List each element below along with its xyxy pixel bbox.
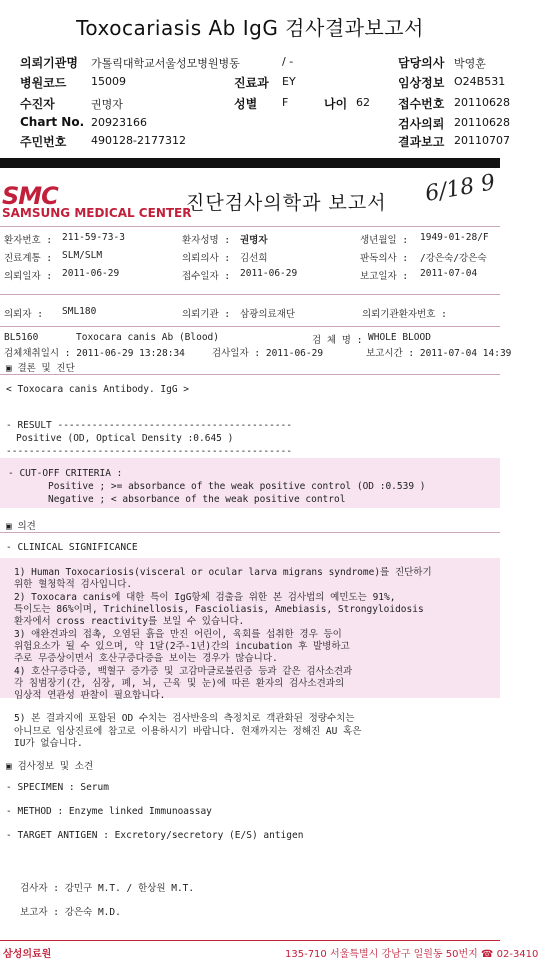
- label-clinical-info: 임상정보: [398, 76, 445, 90]
- clinical-line: 3) 애완견과의 접촉, 오염된 흙을 만진 어린이, 육회를 섭취한 경우 등이: [14, 629, 342, 640]
- value-department: EY: [282, 75, 296, 88]
- label-requesting-institution: 의뢰기관명: [20, 56, 78, 70]
- val-birthdate: 1949-01-28/F: [420, 232, 489, 243]
- result-value: Positive (OD, Optical Density :0.645 ): [16, 433, 234, 444]
- key-ref-institution: 의뢰기관 :: [182, 309, 231, 320]
- report-title: 진단검사의학과 보고서: [186, 192, 387, 214]
- cutoff-negative: Negative ; < absorbance of the weak positive control: [48, 494, 346, 505]
- label-resident-no: 주민번호: [20, 135, 67, 149]
- report-footer: [0, 940, 538, 963]
- key-care-line: 진료계통 :: [4, 253, 53, 264]
- specimen-label: 검 체 명 :: [312, 335, 363, 346]
- clinical-line: 4) 호산구증다증, 백혈구 증가증 및 고감마글로불린증 등과 같은 검사소견과: [14, 666, 353, 677]
- test-date: 검사일자 : 2011-06-29: [212, 348, 324, 359]
- clinical-line: 위한 혈청학적 검사입니다.: [14, 579, 133, 590]
- val-patient-name: 권명자: [240, 235, 268, 246]
- key-receipt-date: 접수일자 :: [182, 271, 231, 282]
- val-care-line: SLM/SLM: [62, 250, 103, 261]
- cutoff-positive: Positive ; >= absorbance of the weak positive control (OD :0.539 ): [48, 481, 426, 492]
- label-hospital-code: 병원코드: [20, 76, 67, 90]
- divider: [0, 294, 500, 295]
- section-divider: [0, 158, 500, 168]
- key-reading-doctor: 판독의사 :: [360, 253, 409, 264]
- val-request-date: 2011-06-29: [62, 268, 120, 279]
- key-patient-name: 환자성명 :: [182, 235, 231, 246]
- val-receipt-date: 2011-06-29: [240, 268, 298, 279]
- value-resident-no: 490128-2177312: [91, 134, 186, 147]
- center-name: SAMSUNG MEDICAL CENTER: [2, 206, 192, 220]
- report-header-section: [0, 0, 510, 158]
- clinical-line: 주로 무증상이면서 호산구증다증을 보이는 경우가 많습니다.: [14, 653, 278, 664]
- label-patient: 수진자: [20, 97, 55, 111]
- clinical-line: 임상적 연관성 판찰이 필요합니다.: [14, 690, 166, 701]
- divider: [0, 226, 500, 227]
- clinical-line: 5) 본 결과지에 포함된 OD 수치는 검사반응의 측정치로 객관화된 정량수치는: [14, 713, 355, 724]
- collect-datetime: 검체채취일시 : 2011-06-29 13:28:34: [4, 348, 185, 359]
- value-ward: / -: [282, 55, 294, 68]
- divider: [0, 532, 500, 533]
- clinical-line: IU가 없습니다.: [14, 738, 83, 749]
- val-requesting-doctor: 김선희: [240, 253, 268, 264]
- report-time: 보고시간 : 2011-07-04 14:39: [366, 348, 512, 359]
- antigen-info: - TARGET ANTIGEN : Excretory/secretory (E/S) antigen: [6, 830, 304, 841]
- section-conclusion: ▣ 결론 및 진단: [6, 363, 75, 374]
- value-age: 62: [356, 96, 370, 109]
- clinical-line: 특이도는 86%이며, Trichinellosis, Fascioliasis, Amebiasis, Strongyloidosis: [14, 604, 424, 615]
- divider: [0, 326, 500, 327]
- result-rule: --------------------------------------------------: [6, 446, 292, 457]
- footer-address: 135-710 서울특별시 강남구 일원동 50번지 ☎ 02-3410: [285, 949, 538, 960]
- clinical-line: 위험요소가 될 수 있으며, 약 1달(2주-1년)간의 incubation 후 발병하고: [14, 641, 350, 652]
- tester-line: 검사자 : 강민구 M.T. / 한상원 M.T.: [20, 883, 195, 894]
- smc-logo: SMC: [2, 182, 58, 210]
- label-result-report: 결과보고: [398, 135, 445, 149]
- section-opinion: ▣ 의견: [6, 521, 36, 532]
- label-age: 나이: [324, 97, 348, 111]
- key-ref-patient-no: 의뢰기관환자번호 :: [362, 309, 447, 320]
- val-ref-institution: 삼광의료재단: [240, 309, 296, 320]
- clinical-line: 각 침범장기(간, 심장, 폐, 뇌, 근육 및 눈)에 따른 환자의 검사소견과의: [14, 678, 345, 689]
- value-clinical-info: O24B531: [454, 75, 506, 88]
- label-department: 진료과: [234, 76, 269, 90]
- value-doctor: 박영훈: [454, 57, 486, 70]
- document-title: Toxocariasis Ab IgG 검사결과보고서: [76, 16, 424, 40]
- scanned-report: [0, 168, 512, 962]
- reporter-line: 보고자 : 강은숙 M.D.: [20, 907, 121, 918]
- value-patient: 권명자: [91, 98, 123, 111]
- specimen-info: - SPECIMEN : Serum: [6, 782, 109, 793]
- label-chart-no: Chart No.: [20, 115, 85, 129]
- label-receipt-no: 접수번호: [398, 97, 445, 111]
- val-reading-doctor: /강은숙/강은숙: [420, 253, 487, 264]
- test-code: BL5160: [4, 332, 39, 343]
- value-sex: F: [282, 96, 289, 109]
- val-referrer: SML180: [62, 306, 97, 317]
- value-requesting-institution: 가톨릭대학교서울성모병원병동: [91, 57, 240, 70]
- divider: [0, 374, 500, 375]
- value-test-request: 20110628: [454, 116, 510, 129]
- method-info: - METHOD : Enzyme linked Immunoassay: [6, 806, 212, 817]
- clinical-line: 아니므로 임상진료에 참고로 이용하시기 바랍니다. 현재까지는 정해진 AU 혹은: [14, 726, 362, 737]
- value-hospital-code: 15009: [91, 75, 126, 88]
- label-sex: 성별: [234, 97, 258, 111]
- test-name: Toxocara canis Ab (Blood): [76, 332, 219, 343]
- val-report-date: 2011-07-04: [420, 268, 478, 279]
- label-doctor: 담당의사: [398, 56, 445, 70]
- value-chart-no: 20923166: [91, 116, 147, 129]
- label-test-request: 검사의뢰: [398, 117, 445, 131]
- cutoff-title: - CUT-OFF CRITERIA :: [8, 468, 123, 479]
- val-patient-no: 211-59-73-3: [62, 232, 125, 243]
- handwritten-signature: 6/18 9: [423, 170, 498, 207]
- clinical-line: 2) Toxocara canis에 대한 특이 IgG항체 검출을 위한 본 검사법의 예민도는 91%,: [14, 592, 396, 603]
- specimen-name: WHOLE BLOOD: [368, 332, 431, 343]
- key-report-date: 보고일자 :: [360, 271, 409, 282]
- key-referrer: 의뢰자 :: [4, 309, 43, 320]
- clinical-line: 1) Human Toxocariosis(visceral or ocular larva migrans syndrome)를 진단하기: [14, 567, 432, 578]
- clinical-title: - CLINICAL SIGNIFICANCE: [6, 542, 138, 553]
- value-receipt-no: 20110628: [454, 96, 510, 109]
- section-test-info: ▣ 검사정보 및 소견: [6, 761, 94, 772]
- value-result-report: 20110707: [454, 134, 510, 147]
- footer-brand: 삼성의료원: [3, 949, 52, 960]
- antibody-title: < Toxocara canis Antibody. IgG >: [6, 384, 190, 395]
- result-header: - RESULT -----------------------------------------: [6, 420, 292, 431]
- clinical-line: 환자에서 cross reactivity를 보일 수 있습니다.: [14, 616, 245, 627]
- key-birthdate: 생년월일 :: [360, 235, 409, 246]
- key-requesting-doctor: 의뢰의사 :: [182, 253, 231, 264]
- key-patient-no: 환자번호 :: [4, 235, 53, 246]
- key-request-date: 의뢰일자 :: [4, 271, 53, 282]
